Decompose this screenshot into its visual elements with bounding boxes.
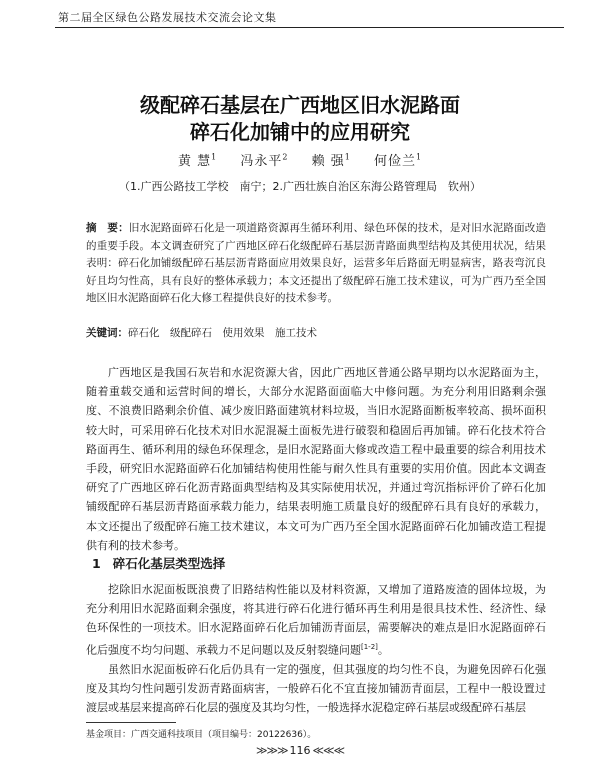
intro-paragraph: 广西地区是我国石灰岩和水泥资源大省，因此广西地区普通公路早期均以水泥路面为主，随着重载交通和运营时间的增长，大部分水泥路面面临大中修问题。为充分利用旧路剩余强度、不浪费旧路剩余价值、减少废旧路面建筑材料垃圾，当旧水泥路面断板率较高、损坏面积较大时，可采用碎石化技术对旧水泥混凝土面板先进行破裂和稳固后再加铺。碎石化技术符合路面再生、循环利用的绿色环保理念，是旧水泥路面大修或改造工程中最重要的综合利用技术手段，研究旧水泥路面碎石化加铺结构使用性能与耐久性具有重要的实用价值。因此本文调查研究了广西地区碎石化沥青路面典型结构及其实际使用状况，并通过弯沉指标评价了碎石化加铺级配碎石基层沥青路面承载力能力，结果表明施工质量良好的级配碎石具有良好的承载力，本文还提出了级配碎石施工技术建议，本文可为广西乃至全国水泥路面碎石化加铺改造工程提供有利的技术参考。: [86, 366, 546, 552]
citation-ref: [1-2]: [361, 642, 378, 651]
author-2: [240, 154, 288, 169]
footnote: 基金项目：广西交通科技项目（项目编号：20122636）。: [86, 730, 317, 740]
paragraph-end: 。: [377, 643, 389, 657]
author-affil-mark: 1: [344, 152, 351, 162]
keywords-label: 关键词：: [86, 327, 128, 339]
author-name: 何俭兰: [373, 154, 416, 169]
footnote-rule: [86, 722, 176, 723]
abstract: [86, 220, 546, 308]
author-affil-mark: 1: [415, 152, 423, 162]
author-name: 赖 强: [311, 154, 345, 169]
page-ornament-left: ≫≫≫: [255, 744, 288, 757]
author-3: [312, 154, 351, 169]
abstract-text: 旧水泥路面碎石化是一项道路资源再生循环利用、绿色环保的技术，是对旧水泥路面改造的重要手段。本文调查研究了广西地区碎石化级配碎石基层沥青路面典型结构及其使用状况，结果表明：碎石化加铺级配碎石基层沥青路面应用效果良好，运营多年后路面无明显病害，路表弯沉良好且均匀性高，具有良好的整体承载力；本文还提出了级配碎石施工技术建议，可为广西乃至全国地区旧水泥路面碎石化大修工程提供良好的技术参考。: [86, 222, 547, 305]
page-ornament-right: ≪≪≪: [312, 744, 345, 757]
paragraph-text: 挖除旧水泥面板既浪费了旧路结构性能以及材料资源，又增加了道路废渣的固体垃圾，为充分利用旧水泥路面剩余强度，将其进行碎石化进行循环再生利用是很具技术性、经济性、绿色环保性的一项技术。旧水泥路面碎石化后加铺沥青面层，需要解决的难点是旧水泥路面碎石化后强度不均匀问题、承载力不足问题以及反射裂缝问题: [86, 583, 546, 657]
page-number: [0, 744, 600, 757]
keywords-text: 碎石化 级配碎石 使用效果 施工技术: [128, 327, 317, 339]
author-affil-mark: 2: [282, 152, 289, 162]
author-name: 黄 慧: [177, 154, 212, 169]
abstract-label: 摘 要：: [86, 222, 129, 234]
paper-title-line-1: 级配碎石基层在广西地区旧水泥路面: [140, 93, 460, 117]
section-paragraph-1: [86, 580, 546, 659]
page-number-value: 116: [289, 744, 311, 757]
author-1: [178, 154, 217, 169]
header-rule: [55, 27, 564, 28]
author-list: [0, 150, 600, 169]
author-4: [374, 154, 422, 169]
section-title: 碎石化基层类型选择: [112, 556, 226, 571]
author-affil-mark: 1: [211, 152, 218, 162]
running-head: 第二届全区绿色公路发展技术交流会论文集: [58, 11, 277, 24]
paper-title-line-2: 碎石化加铺中的应用研究: [190, 120, 410, 144]
section-paragraph-2: 虽然旧水泥面板碎石化后仍具有一定的强度，但其强度的均匀性不良，为避免因碎石化强度及其均匀性问题引发沥青路面病害，一般碎石化不宜直接加铺沥青面层，工程中一般设置过渡层或基层来提高碎石化层的强度及其均匀性，一般选择水泥稳定碎石基层或级配碎石基层: [86, 663, 546, 715]
author-name: 冯永平: [240, 154, 283, 169]
keywords: [86, 325, 546, 340]
section-heading: [92, 554, 225, 572]
section-number: 1: [92, 556, 101, 571]
affiliation: （1.广西公路技工学校 南宁；2.广西壮族自治区东海公路管理局 钦州）: [119, 180, 481, 193]
